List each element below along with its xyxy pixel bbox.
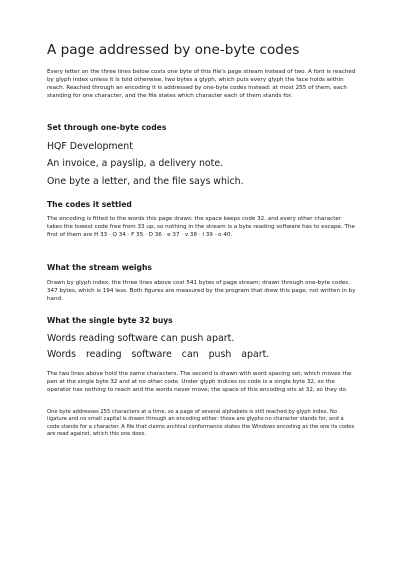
byte-32-paragraph: The two lines above hold the same characters. The second is drawn with word spacing set, which moves the pen at the single byte 32 and at no other code. Under glyph indices no code is a single byte 32, so the operator has nothing to reach and the words never move; the space of this encoding sits at 32, so they do. xyxy=(47,371,352,393)
section-heading-stream-weighs: What the stream weighs xyxy=(47,263,152,272)
intro-paragraph: Every letter on the three lines below costs one byte of this file's page stream instead of two. A font is reached by glyph index unless it is told otherwise, two bytes a glyph, which puts every glyph the face holds within reach. Reached through an encoding it is addressed by one-byte codes instead: at most 255 of them, each standing for one character, and the file states which character each of them stands for. xyxy=(47,69,356,99)
sample-line-2: An invoice, a payslip, a delivery note. xyxy=(47,158,224,169)
sample-line-1: HQF Development xyxy=(47,141,133,152)
word-spacing-normal-line: Words reading software can push apart. xyxy=(47,333,235,344)
section-heading-byte-32: What the single byte 32 buys xyxy=(47,316,173,325)
footnote-paragraph: One byte addresses 255 characters at a time, so a page of several alphabets is still reached by glyph index. No ligature and no small capital is drawn through an encoding either: those are glyphs no character stands for, and a code stands for a character. A file that claims archival conformance states the Windows encoding as the one its codes are read against, which this one does. xyxy=(47,409,355,437)
stream-weighs-paragraph: Drawn by glyph index, the three lines above cost 541 bytes of page stream; drawn through one-byte codes, 347 bytes, which is 194 less. Both figures are measured by the program that drew this page, not written in by hand. xyxy=(47,280,356,302)
codes-settled-paragraph: The encoding is fitted to the words this page draws: the space keeps code 32, and every other character takes the lowest code free from 33 up, so nothing in the stream is a byte reading software has to escape. The first of them are H 33 · Q 34 · F 35 · D 36 · e 37 · v 38 · l 39 · o 40. xyxy=(47,216,355,238)
word-spacing-wide-line: Words reading software can push apart. xyxy=(47,349,270,360)
section-heading-one-byte-codes: Set through one-byte codes xyxy=(47,123,167,132)
sample-line-3: One byte a letter, and the file says which. xyxy=(47,176,244,187)
page-title: A page addressed by one-byte codes xyxy=(47,42,300,58)
section-heading-codes-settled: The codes it settled xyxy=(47,200,132,209)
